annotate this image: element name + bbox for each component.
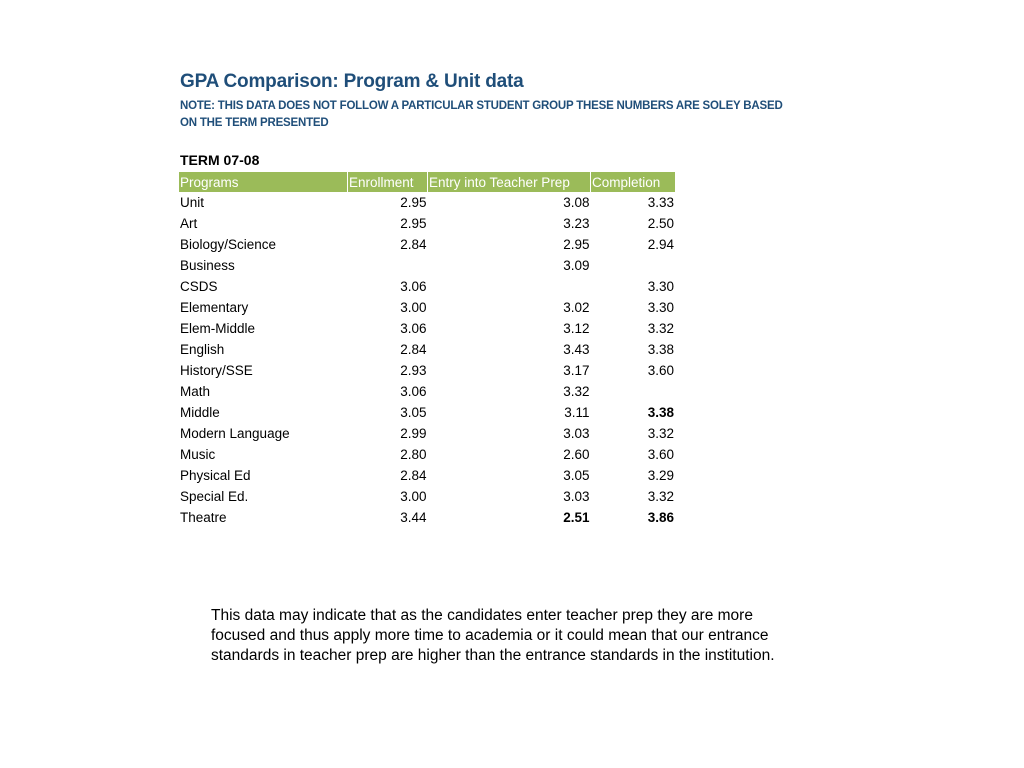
cell-completion: 3.38 [647, 342, 674, 357]
cell-enrollment: 3.05 [400, 405, 427, 420]
cell-enrollment: 2.95 [400, 195, 427, 210]
cell-entry [428, 276, 591, 297]
cell-entry: 2.60 [563, 447, 590, 462]
cell-entry: 3.05 [563, 468, 590, 483]
cell-entry: 2.95 [563, 237, 590, 252]
cell-program: English [180, 342, 225, 357]
cell-enrollment: 2.99 [400, 426, 427, 441]
cell-completion [591, 381, 676, 402]
cell-program: Art [180, 216, 198, 231]
cell-program: Math [180, 384, 211, 399]
cell-program: Elementary [180, 300, 249, 315]
cell-program: Theatre [180, 510, 227, 525]
cell-program: Middle [180, 405, 220, 420]
table-row [179, 318, 675, 339]
table-header-row [179, 172, 675, 192]
header-entry: Entry into Teacher Prep [428, 172, 591, 192]
cell-completion: 3.86 [647, 510, 674, 525]
table-row [179, 255, 675, 276]
cell-completion: 3.33 [647, 195, 674, 210]
cell-completion: 3.60 [647, 447, 674, 462]
table-row [179, 465, 675, 486]
header-enrollment: Enrollment [348, 172, 428, 192]
cell-entry: 3.03 [563, 426, 590, 441]
document-title: GPA Comparison: Program & Unit data [180, 71, 524, 92]
cell-program: Business [180, 258, 235, 273]
cell-program: Special Ed. [180, 489, 249, 504]
cell-enrollment: 2.95 [400, 216, 427, 231]
cell-program: Biology/Science [180, 237, 277, 252]
document-note: NOTE: THIS DATA DOES NOT FOLLOW A PARTICULAR STUDENT GROUP THESE NUMBERS ARE SOLEY BASED ON THE TERM PRESENTED [180, 100, 783, 129]
cell-completion: 3.30 [647, 279, 674, 294]
header-completion: Completion [591, 172, 676, 192]
table-row [179, 360, 675, 381]
cell-entry: 3.32 [563, 384, 590, 399]
cell-completion: 3.32 [647, 321, 674, 336]
cell-enrollment: 3.06 [400, 321, 427, 336]
table-row [179, 276, 675, 297]
cell-program: CSDS [180, 279, 218, 294]
cell-completion: 3.38 [647, 405, 674, 420]
table-body [179, 192, 675, 528]
table-row [179, 486, 675, 507]
cell-entry: 3.03 [563, 489, 590, 504]
cell-enrollment [348, 255, 428, 276]
cell-entry: 3.12 [563, 321, 590, 336]
summary-paragraph: This data may indicate that as the candidates enter teacher prep they are more focused and thus apply more time to academia or it could mean that our entrance standards in teacher prep are higher than the entrance standards in the institution. [211, 607, 775, 664]
table-row [179, 213, 675, 234]
table-row [179, 381, 675, 402]
cell-entry: 3.17 [563, 363, 590, 378]
table-row [179, 297, 675, 318]
cell-entry: 3.09 [563, 258, 590, 273]
cell-program: History/SSE [180, 363, 253, 378]
cell-completion: 3.29 [647, 468, 674, 483]
cell-completion [591, 255, 676, 276]
cell-enrollment: 3.00 [400, 300, 427, 315]
cell-completion: 3.30 [647, 300, 674, 315]
cell-completion: 2.50 [647, 216, 674, 231]
cell-program: Modern Language [180, 426, 290, 441]
table-row [179, 507, 675, 528]
cell-enrollment: 3.06 [400, 384, 427, 399]
cell-enrollment: 3.44 [400, 510, 427, 525]
cell-enrollment: 2.84 [400, 342, 427, 357]
cell-completion: 3.32 [647, 426, 674, 441]
cell-program: Physical Ed [180, 468, 251, 483]
cell-enrollment: 3.00 [400, 489, 427, 504]
table-row [179, 402, 675, 423]
cell-completion: 2.94 [647, 237, 674, 252]
cell-completion: 3.60 [647, 363, 674, 378]
cell-entry: 2.51 [563, 510, 590, 525]
cell-enrollment: 2.93 [400, 363, 427, 378]
cell-entry: 3.11 [564, 405, 590, 420]
cell-enrollment: 3.06 [400, 279, 427, 294]
cell-enrollment: 2.84 [400, 237, 427, 252]
gpa-table [179, 172, 675, 528]
cell-entry: 3.23 [563, 216, 590, 231]
table-row [179, 234, 675, 255]
cell-program: Music [180, 447, 216, 462]
cell-entry: 3.02 [563, 300, 590, 315]
table-row [179, 339, 675, 360]
term-label: TERM 07-08 [180, 152, 260, 168]
cell-completion: 3.32 [647, 489, 674, 504]
table-row [179, 192, 675, 213]
cell-enrollment: 2.84 [400, 468, 427, 483]
cell-program: Elem-Middle [180, 321, 256, 336]
cell-enrollment: 2.80 [400, 447, 427, 462]
table-row [179, 444, 675, 465]
cell-program: Unit [180, 195, 205, 210]
cell-entry: 3.08 [563, 195, 590, 210]
table-row [179, 423, 675, 444]
cell-entry: 3.43 [563, 342, 590, 357]
header-programs: Programs [179, 172, 348, 192]
